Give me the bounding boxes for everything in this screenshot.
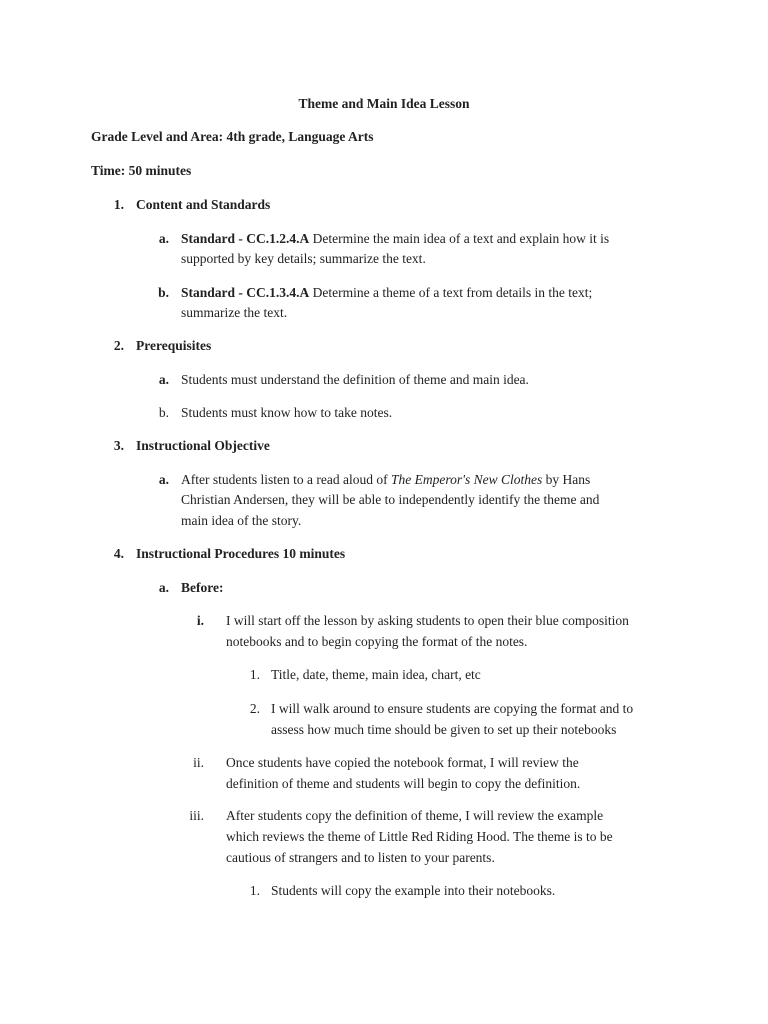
objective-text: After students listen to a read aloud of — [181, 472, 391, 487]
section-1-marker: 1. — [113, 197, 124, 212]
step-i-text: I will start off the lesson by asking students to open their blue composition — [226, 613, 629, 628]
step-iii-sub-1-text: Students will copy the example into their notebooks. — [271, 883, 556, 898]
section-2a-marker: a. — [158, 372, 169, 387]
section-3a-marker: a. — [158, 472, 169, 487]
step-i-marker: i. — [196, 613, 204, 628]
section-1b-text — [181, 282, 592, 303]
step-i-sub-1-text: Title, date, theme, main idea, chart, etc — [271, 667, 481, 682]
step-iii-text-cont-2: cautious of strangers and to listen to your parents. — [226, 850, 495, 865]
step-ii-text: Once students have copied the notebook format, I will review the — [226, 755, 579, 770]
step-iii-text-cont: which reviews the theme of Little Red Riding Hood. The theme is to be — [226, 829, 613, 844]
section-2a-text: Students must understand the definition of theme and main idea. — [181, 372, 529, 387]
step-iii-sub-1-marker: 1. — [249, 883, 260, 898]
section-3-heading: Instructional Objective — [136, 438, 270, 453]
step-iii-text: After students copy the definition of theme, I will review the example — [226, 808, 604, 823]
grade-level-line: Grade Level and Area: 4th grade, Language Arts — [91, 129, 374, 144]
document-title: Theme and Main Idea Lesson — [298, 96, 470, 111]
section-3a-text-cont: Christian Andersen, they will be able to independently identify the theme and — [181, 492, 600, 507]
standard-code: Standard - CC.1.3.4.A — [181, 285, 310, 300]
section-1b-marker: b. — [158, 285, 169, 300]
step-ii-marker: ii. — [193, 755, 204, 770]
author-text: by Hans — [542, 472, 591, 487]
section-1a-text-cont: supported by key details; summarize the text. — [181, 251, 426, 266]
standard-code: Standard - CC.1.2.4.A — [181, 231, 310, 246]
step-i-sub-2-text: I will walk around to ensure students are copying the format and to — [271, 701, 634, 716]
time-line: Time: 50 minutes — [91, 163, 192, 178]
section-3a-text-cont-2: main idea of the story. — [181, 513, 302, 528]
section-1a-marker: a. — [158, 231, 169, 246]
section-4a-heading: Before: — [181, 580, 224, 595]
section-3a-text — [181, 469, 590, 490]
step-i-sub-2-text-cont: assess how much time should be given to set up their notebooks — [271, 722, 617, 737]
step-i-sub-2-marker: 2. — [249, 701, 260, 716]
section-1a-text — [181, 228, 609, 249]
step-i-sub-1-marker: 1. — [249, 667, 260, 682]
book-title: The Emperor's New Clothes — [390, 472, 543, 487]
section-2-marker: 2. — [113, 338, 124, 353]
section-4-heading: Instructional Procedures 10 minutes — [136, 546, 346, 561]
step-iii-marker: iii. — [189, 808, 204, 823]
section-1b-text-cont: summarize the text. — [181, 305, 288, 320]
section-2b-marker: b. — [158, 405, 169, 420]
section-3-marker: 3. — [113, 438, 124, 453]
step-ii-text-cont: definition of theme and students will begin to copy the definition. — [226, 776, 581, 791]
section-4-marker: 4. — [113, 546, 124, 561]
standard-description: Determine the main idea of a text and explain how it is — [309, 231, 610, 246]
step-i-text-cont: notebooks and to begin copying the format of the notes. — [226, 634, 528, 649]
section-2-heading: Prerequisites — [136, 338, 212, 353]
section-2b-text: Students must know how to take notes. — [181, 405, 393, 420]
standard-description: Determine a theme of a text from details in the text; — [309, 285, 593, 300]
section-4a-marker: a. — [158, 580, 169, 595]
section-1-heading: Content and Standards — [136, 197, 271, 212]
